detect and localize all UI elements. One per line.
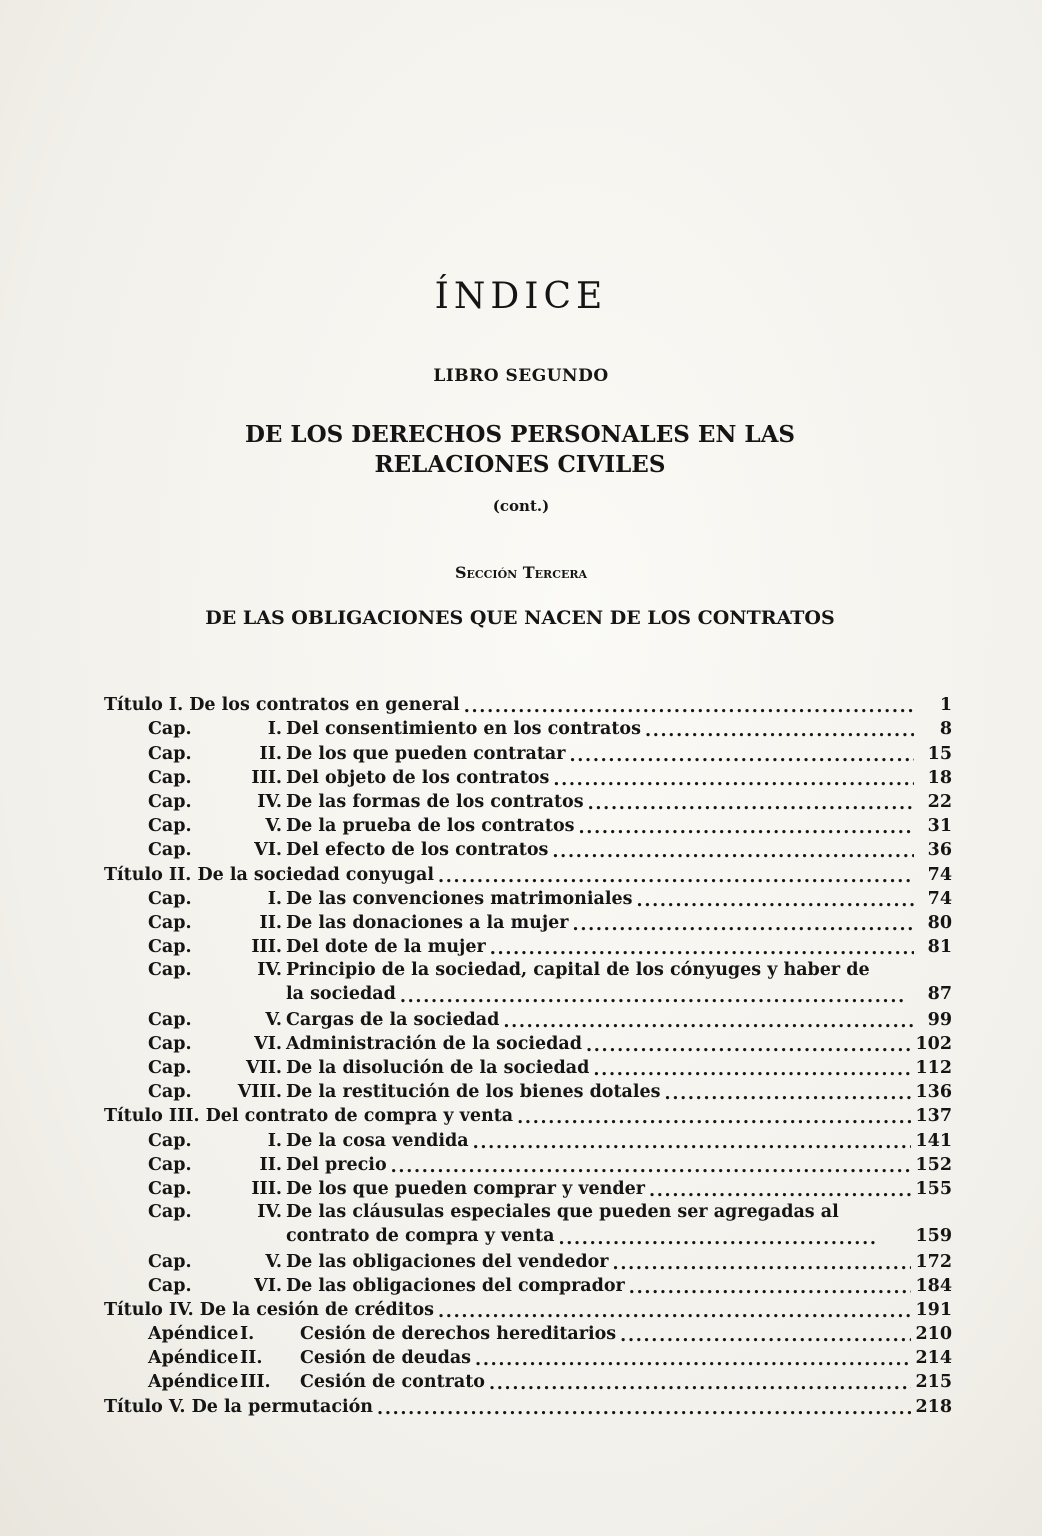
page-number: 31 [927, 816, 952, 837]
entry-label [104, 936, 486, 958]
page-number: 8 [939, 719, 952, 740]
entry-text: Cesión de derechos hereditarios [300, 1324, 617, 1345]
toc-chapter-entry [104, 789, 952, 813]
entry-text-continued [286, 1224, 952, 1248]
toc-title-entry [104, 1393, 952, 1417]
chapter-abbrev: Cap. [148, 1275, 192, 1296]
page-number: 137 [915, 1106, 952, 1127]
entry-label [104, 1154, 387, 1176]
entry-label [104, 767, 549, 789]
chapter-abbrev: Cap. [148, 888, 192, 909]
entry-label [104, 743, 565, 765]
page-title: ÍNDICE [434, 276, 608, 317]
entry-label [104, 815, 575, 837]
toc-chapter-entry [104, 1006, 952, 1030]
page-number: 141 [915, 1130, 952, 1151]
chapter-abbrev: Cap. [148, 1178, 192, 1199]
chapter-number: II. [259, 743, 282, 764]
leader-dots [517, 1109, 911, 1127]
entry-text: De la prueba de los contratos [286, 816, 575, 837]
entry-text: De la restitución de los bienes dotales [286, 1082, 661, 1103]
chapter-number: I. [267, 1130, 282, 1151]
leader-dots [475, 1351, 911, 1369]
page-number: 18 [927, 767, 952, 788]
page-number: 152 [915, 1154, 952, 1175]
leader-dots [629, 1279, 912, 1297]
chapter-number: IV. [257, 1201, 282, 1222]
chapter-number: VIII. [237, 1082, 282, 1103]
chapter-abbrev: Cap. [148, 912, 192, 933]
entry-text: De los que pueden comprar y vender [286, 1178, 645, 1199]
toc-chapter-entry [104, 1176, 952, 1200]
table-of-contents [104, 692, 952, 1418]
entry-label [104, 718, 641, 740]
chapter-abbrev: Cap. [148, 791, 192, 812]
toc-title-entry [104, 861, 952, 885]
entry-text: De las cláusulas especiales que pueden ser agregadas al [286, 1201, 839, 1222]
leader-dots [588, 795, 914, 813]
leader-dots [573, 916, 914, 934]
chapter-abbrev: Cap. [148, 816, 192, 837]
page-number: 102 [915, 1033, 952, 1054]
chapter-abbrev: Cap. [148, 743, 192, 764]
appendix-number: III. [240, 1372, 271, 1393]
chapter-abbrev: Cap. [148, 840, 192, 861]
entry-label [104, 1347, 471, 1369]
chapter-number: I. [267, 888, 282, 909]
toc-chapter-entry [104, 934, 952, 958]
leader-dots [377, 1400, 911, 1418]
chapter-abbrev: Cap. [148, 937, 192, 958]
leader-dots [400, 988, 914, 1006]
chapter-abbrev: Cap. [148, 767, 192, 788]
chapter-number: II. [259, 1154, 282, 1175]
page-number: 81 [927, 937, 952, 958]
leader-dots [593, 1061, 911, 1079]
entry-text: De las formas de los contratos [286, 791, 584, 812]
page-number: 87 [927, 984, 952, 1005]
entry-label [104, 839, 548, 861]
entry-text-block [286, 1200, 952, 1248]
toc-appendix-entry [104, 1345, 952, 1369]
entry-label [104, 1130, 469, 1152]
entry-label [104, 1178, 645, 1200]
leader-dots [553, 771, 914, 789]
entry-text: Cesión de contrato [300, 1372, 485, 1393]
page-number: 191 [915, 1299, 952, 1320]
toc-chapter-entry [104, 1200, 952, 1248]
entry-text: De las obligaciones del comprador [286, 1275, 625, 1296]
toc-appendix-entry [104, 1369, 952, 1393]
page-number: 74 [927, 864, 952, 885]
toc-title-entry [104, 1103, 952, 1127]
entry-text: Del efecto de los contratos [286, 840, 549, 861]
chapter-abbrev: Cap. [148, 1251, 192, 1272]
page-number: 210 [915, 1324, 952, 1345]
page-number: 1 [939, 695, 952, 716]
toc-chapter-entry [104, 1055, 952, 1079]
leader-dots [438, 1303, 911, 1321]
entry-text-continued [286, 982, 952, 1006]
chapter-abbrev: Cap. [148, 1130, 192, 1151]
leader-dots [464, 698, 914, 716]
entry-label [104, 1275, 625, 1297]
toc-title-entry [104, 1297, 952, 1321]
entry-label [104, 791, 584, 813]
entry-label [104, 1371, 485, 1393]
chapter-number: VI. [254, 840, 282, 861]
leader-dots [473, 1134, 912, 1152]
chapter-number: I. [267, 719, 282, 740]
toc-chapter-entry [104, 837, 952, 861]
leader-dots [569, 747, 914, 765]
entry-text: De las donaciones a la mujer [286, 912, 569, 933]
leader-dots [579, 819, 915, 837]
toc-chapter-entry [104, 910, 952, 934]
toc-chapter-entry [104, 765, 952, 789]
chapter-abbrev: Cap. [148, 1201, 192, 1222]
leader-dots [645, 722, 914, 740]
chapter-number: VII. [245, 1058, 282, 1079]
entry-label [104, 1009, 499, 1031]
entry-text: Principio de la sociedad, capital de los cónyuges y haber de [286, 960, 870, 981]
chapter-number: V. [265, 1009, 282, 1030]
section-title: DE LAS OBLIGACIONES QUE NACEN DE LOS CONTRATOS [205, 607, 835, 629]
toc-chapter-entry [104, 1127, 952, 1151]
chapter-abbrev: Cap. [148, 1154, 192, 1175]
entry-label [104, 888, 633, 910]
entry-label: Título V. De la permutación [104, 1396, 374, 1417]
entry-text: De la disolución de la sociedad [286, 1058, 590, 1079]
chapter-number: III. [251, 767, 282, 788]
chapter-number: IV. [257, 960, 282, 981]
page-number: 184 [915, 1275, 952, 1296]
book-part-heading: LIBRO SEGUNDO [433, 366, 609, 386]
toc-title-entry [104, 692, 952, 716]
chapter-abbrev: Cap. [148, 719, 192, 740]
entry-text: Cesión de deudas [300, 1348, 472, 1369]
page-number: 22 [927, 791, 952, 812]
toc-chapter-entry [104, 1031, 952, 1055]
chapter-number: V. [265, 816, 282, 837]
entry-text: la sociedad [286, 984, 396, 1005]
part-title: DE LOS DERECHOS PERSONALES EN LAS RELACIONES CIVILES [244, 421, 796, 478]
page-number: 15 [927, 743, 952, 764]
entry-label: Título I. De los contratos en general [104, 695, 460, 716]
entry-text: De las convenciones matrimoniales [286, 888, 633, 909]
appendix-label: Apéndice [148, 1372, 239, 1393]
entry-text: Administración de la sociedad [286, 1033, 582, 1054]
page-number: 172 [915, 1251, 952, 1272]
chapter-abbrev: Cap. [148, 1033, 192, 1054]
entry-label [104, 1033, 582, 1055]
leader-dots [620, 1327, 911, 1345]
chapter-number: III. [251, 937, 282, 958]
leader-dots [503, 1013, 914, 1031]
entry-text: Del precio [286, 1154, 387, 1175]
entry-label [104, 1081, 661, 1103]
chapter-number: IV. [257, 791, 282, 812]
toc-chapter-entry [104, 716, 952, 740]
chapter-number: III. [251, 1178, 282, 1199]
entry-text: Del objeto de los contratos [286, 767, 550, 788]
entry-label [104, 1251, 609, 1273]
toc-chapter-entry [104, 740, 952, 764]
page-number: 218 [915, 1396, 952, 1417]
leader-dots [665, 1085, 912, 1103]
chapter-number: VI. [254, 1033, 282, 1054]
toc-chapter-entry [104, 958, 952, 1006]
entry-label [104, 1057, 589, 1079]
toc-chapter-entry [104, 813, 952, 837]
leader-dots [558, 1230, 911, 1248]
page-number: 215 [915, 1372, 952, 1393]
entry-label: Título III. Del contrato de compra y venta [104, 1106, 514, 1127]
appendix-label: Apéndice [148, 1348, 239, 1369]
leader-dots [613, 1255, 912, 1273]
entry-text: De la cosa vendida [286, 1130, 469, 1151]
leader-dots [586, 1037, 912, 1055]
toc-chapter-entry [104, 1152, 952, 1176]
entry-text-block [286, 958, 952, 1006]
entry-text: De las obligaciones del vendedor [286, 1251, 609, 1272]
leader-dots [490, 940, 914, 958]
entry-text: contrato de compra y venta [286, 1226, 555, 1247]
entry-label [104, 1200, 286, 1224]
leader-dots [649, 1182, 912, 1200]
toc-chapter-entry [104, 886, 952, 910]
entry-label: Título IV. De la cesión de créditos [104, 1299, 435, 1320]
page-number: 159 [915, 1226, 952, 1247]
leader-dots [637, 892, 914, 910]
toc-chapter-entry [104, 1079, 952, 1103]
appendix-number: I. [240, 1324, 255, 1345]
entry-text: De los que pueden contratar [286, 743, 566, 764]
chapter-abbrev: Cap. [148, 1058, 192, 1079]
chapter-number: V. [265, 1251, 282, 1272]
entry-label [104, 912, 569, 934]
chapter-abbrev: Cap. [148, 960, 192, 981]
toc-chapter-entry [104, 1273, 952, 1297]
toc-chapter-entry [104, 1248, 952, 1272]
section-heading: Sección Tercera [454, 563, 588, 582]
entry-label: Título II. De la sociedad conyugal [104, 864, 434, 885]
chapter-number: VI. [254, 1275, 282, 1296]
page-number: 99 [927, 1009, 952, 1030]
page-number: 136 [915, 1082, 952, 1103]
leader-dots [552, 843, 914, 861]
page-number: 74 [927, 888, 952, 909]
page-number: 36 [927, 840, 952, 861]
page-number: 80 [927, 912, 952, 933]
entry-text: Del consentimiento en los contratos [286, 719, 641, 740]
leader-dots [489, 1375, 912, 1393]
entry-label [104, 1323, 616, 1345]
page-number: 155 [915, 1178, 952, 1199]
page-number: 214 [915, 1348, 952, 1369]
chapter-abbrev: Cap. [148, 1009, 192, 1030]
appendix-number: II. [240, 1348, 263, 1369]
leader-dots [391, 1158, 912, 1176]
chapter-abbrev: Cap. [148, 1082, 192, 1103]
continued-note: (cont.) [492, 497, 550, 515]
entry-text: Del dote de la mujer [286, 937, 486, 958]
appendix-label: Apéndice [148, 1324, 239, 1345]
chapter-number: II. [259, 912, 282, 933]
entry-text: Cargas de la sociedad [286, 1009, 500, 1030]
leader-dots [438, 868, 914, 886]
entry-label [104, 958, 286, 982]
toc-appendix-entry [104, 1321, 952, 1345]
page-number: 112 [915, 1058, 952, 1079]
